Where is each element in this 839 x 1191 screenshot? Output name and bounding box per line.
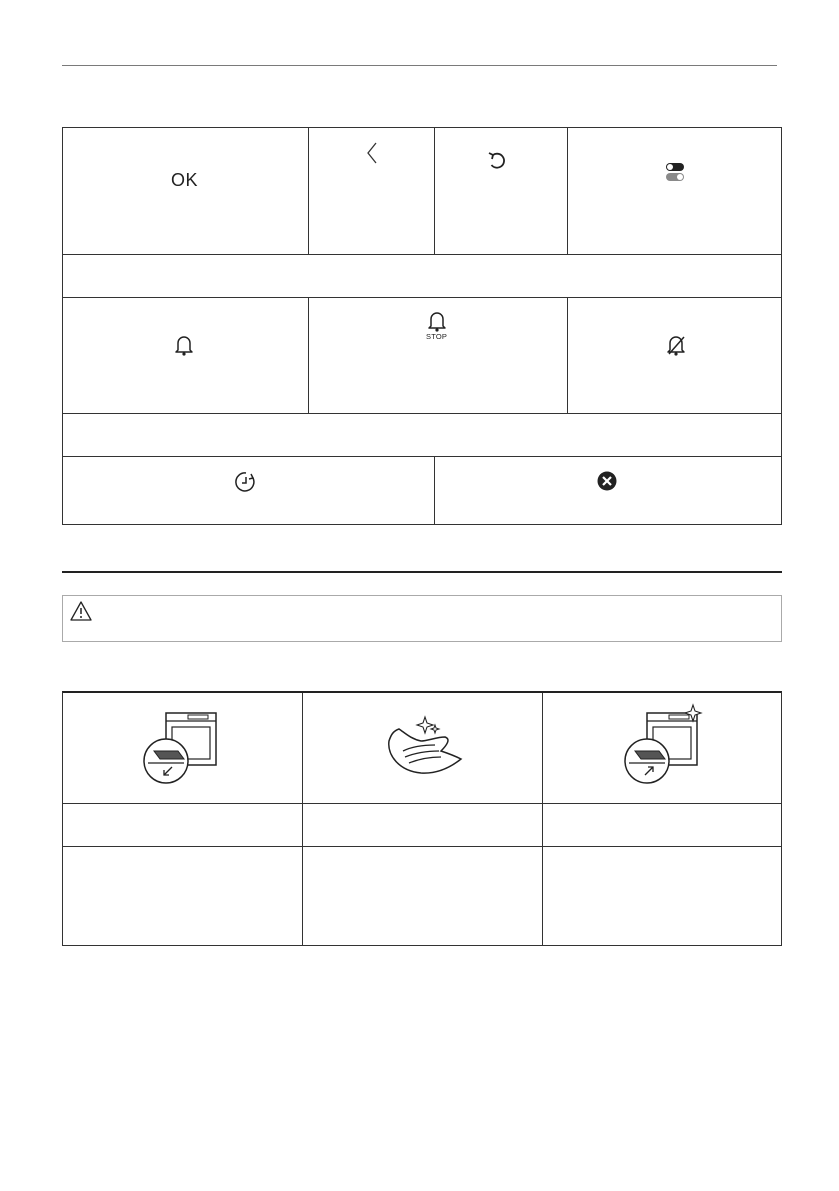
- cancel-icon: [596, 470, 618, 492]
- undo-icon: [486, 150, 508, 172]
- toggle-cell: [568, 128, 781, 254]
- cleaning-row-2-cell-1: [63, 804, 303, 846]
- back-cell: [309, 128, 435, 254]
- back-chevron-icon: [365, 140, 379, 166]
- insert-tray-cell: [543, 693, 781, 803]
- cleaning-row-3-cell-2: [303, 847, 543, 946]
- ok-button-label: OK: [171, 170, 199, 190]
- remove-tray-cell: [63, 693, 303, 803]
- warning-box: [62, 595, 782, 642]
- controls-row-3: [63, 298, 781, 414]
- bell-cell: [63, 298, 309, 413]
- bell-stop-cell: [309, 298, 568, 413]
- cleaning-row-3-cell-1: [63, 847, 303, 946]
- cleaning-row-3-cell-3: [543, 847, 781, 946]
- cleaning-row-2-cell-3: [543, 804, 781, 846]
- remove-tray-icon: [138, 709, 220, 785]
- stop-label: STOP: [426, 332, 448, 341]
- cleaning-table: [62, 691, 782, 946]
- undo-cell: [435, 128, 568, 254]
- cleaning-row-2-cell-2: [303, 804, 543, 846]
- bell-icon: [174, 334, 194, 356]
- warning-triangle-icon: [69, 600, 93, 622]
- cleaning-row-2: [63, 804, 781, 847]
- controls-row-1: [63, 128, 781, 255]
- timer-icon: [234, 470, 258, 494]
- timer-cell: [63, 457, 435, 524]
- controls-row-5: [63, 457, 781, 524]
- controls-table: [62, 127, 782, 525]
- header-rule: [62, 65, 777, 66]
- toggle-switch-icon: [664, 162, 688, 182]
- clean-wipe-cell: [303, 693, 543, 803]
- cleaning-row-icons: [63, 693, 781, 804]
- controls-row-4: [63, 414, 781, 457]
- bell-stop-icon: [426, 310, 448, 332]
- section-rule: [62, 571, 782, 573]
- clean-wipe-icon: [381, 711, 465, 781]
- cancel-cell: [435, 457, 781, 524]
- cleaning-row-3: [63, 847, 781, 946]
- bell-muted-icon: [665, 334, 687, 356]
- controls-row-2: [63, 255, 781, 298]
- bell-muted-cell: [568, 298, 781, 413]
- ok-cell: [63, 128, 309, 254]
- insert-tray-icon: [619, 703, 703, 785]
